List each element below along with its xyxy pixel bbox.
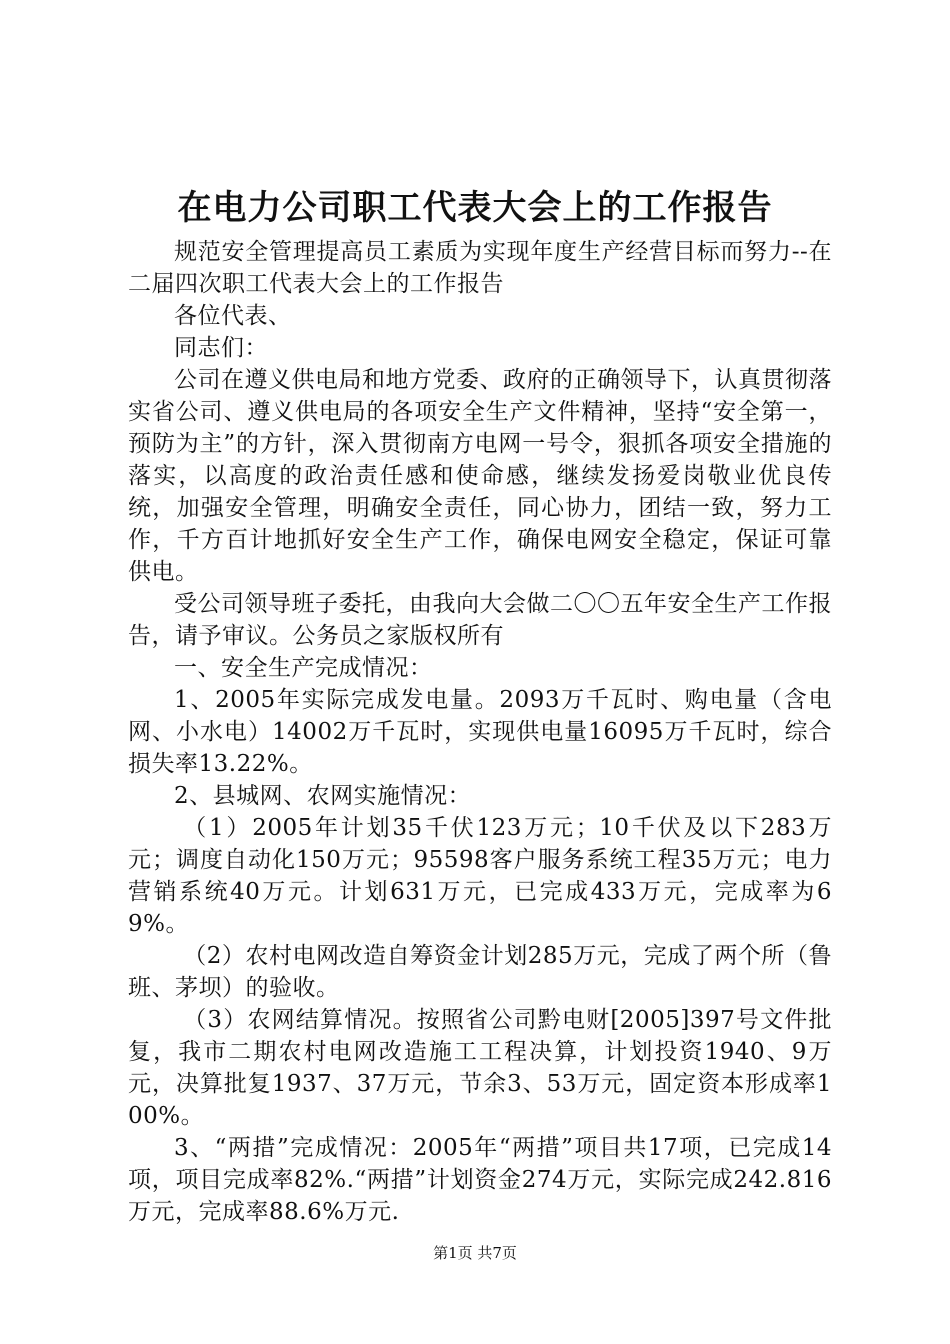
item-two-measures: 3、“两措”完成情况：2005年“两措”项目共17项，已完成14项，项目完成率82%.“两措”计划资金274万元，实际完成242.816万元，完成率88.6%万元. (128, 1135, 832, 1225)
document-title: 在电力公司职工代表大会上的工作报告 (177, 188, 773, 228)
subitem-plan-2005: （1）2005年计划35千伏123万元；10千伏及以下283万元；调度自动化150万元；95598客户服务系统工程35万元；电力营销系统40万元。计划631万元，已完成433万元，完成率为69%。 (128, 815, 832, 937)
item-power-generation: 1、2005年实际完成发电量。2093万千瓦时、购电量（含电网、小水电）14002万千瓦时，实现供电量16095万千瓦时，综合损失率13.22%。 (128, 687, 832, 777)
document-body (128, 236, 832, 1228)
page-number-footer: 第1页 共7页 (433, 1244, 517, 1262)
subitem-settlement: （3）农网结算情况。按照省公司黔电财[2005]397号文件批复，我市二期农村电网改造施工工程决算，计划投资1940、9万元，决算批复1937、37万元，节余3、53万元，固定资本形成率100%。 (128, 1007, 832, 1129)
section-heading-1: 一、安全生产完成情况： (174, 655, 433, 681)
subtitle-paragraph: 规范安全管理提高员工素质为实现年度生产经营目标而努力--在二届四次职工代表大会上的工作报告 (128, 239, 832, 297)
entrusted-paragraph: 受公司领导班子委托，由我向大会做二〇〇五年安全生产工作报告，请予审议。公务员之家版权所有 (128, 591, 832, 649)
intro-paragraph: 公司在遵义供电局和地方党委、政府的正确领导下，认真贯彻落实省公司、遵义供电局的各项安全生产文件精神，坚持“安全第一，预防为主”的方针，深入贯彻南方电网一号令，狠抓各项安全措施的落实，以高度的政治责任感和使命感，继续发扬爱岗敬业优良传统，加强安全管理，明确安全责任，同心协力，团结一致，努力工作，千方百计地抓好安全生产工作，确保电网安全稳定，保证可靠供电。 (128, 367, 832, 585)
salutation-comrades: 同志们： (174, 335, 268, 361)
item-grid-implementation: 2、县城网、农网实施情况： (174, 783, 472, 809)
subitem-rural-grid-funds: （2）农村电网改造自筹资金计划285万元，完成了两个所（鲁班、茅坝）的验收。 (128, 943, 832, 1001)
salutation-representatives: 各位代表、 (174, 303, 292, 329)
